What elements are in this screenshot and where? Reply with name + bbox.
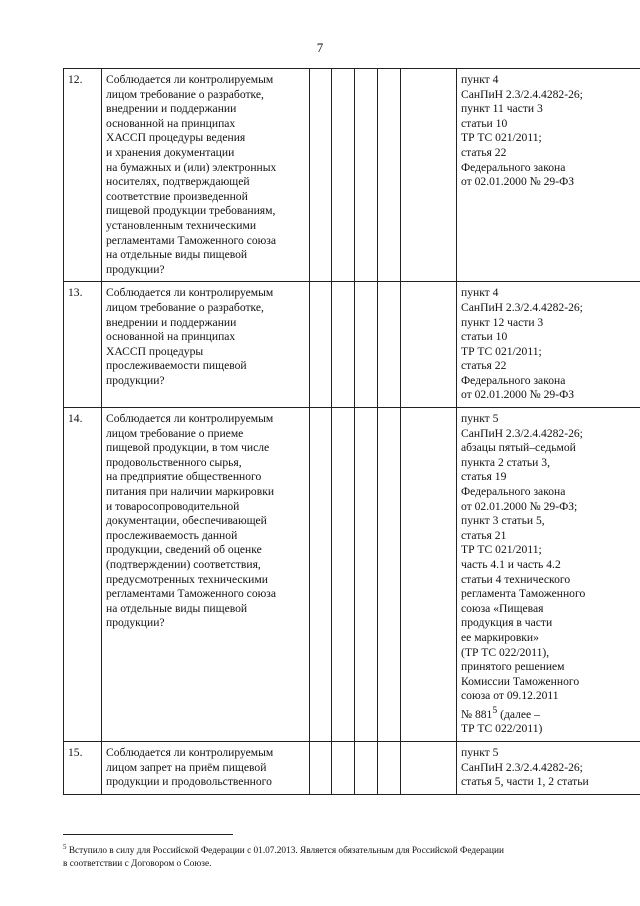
- reference-decision-number: № 881: [461, 707, 493, 721]
- row-number: 15.: [64, 741, 102, 794]
- row-number: 12.: [64, 69, 102, 282]
- legal-reference: пункт 5 СанПиН 2.3/2.4.4282-26; статья 5, части 1, 2 статьи: [457, 741, 640, 794]
- table-row: [64, 741, 640, 794]
- answer-cell-na[interactable]: [355, 741, 378, 794]
- requirement-question: Соблюдается ли контролируемым лицом требование о разработке, внедрении и поддержании основанной на принципах ХАССП процедуры ведения и хранения документации на бумажных и (или) электронных носителях, подтверждающей соответствие произведенной пищевой продукции требованиям, установленным техническими регламентами Таможенного союза на отдельные виды пищевой продукции?: [102, 69, 310, 282]
- row-number: 14.: [64, 408, 102, 742]
- footnote: [63, 841, 623, 871]
- requirement-question: Соблюдается ли контролируемым лицом запрет на приём пищевой продукции и продовольственного: [102, 741, 310, 794]
- answer-cell-extra[interactable]: [378, 282, 401, 408]
- footnote-marker: 5: [63, 843, 67, 851]
- answer-cell-extra[interactable]: [378, 741, 401, 794]
- answer-cell-no[interactable]: [332, 69, 355, 282]
- reference-tail: (далее – ТР ТС 022/2011): [461, 707, 543, 736]
- row-number: 13.: [64, 282, 102, 408]
- comment-cell[interactable]: [401, 741, 457, 794]
- footnote-divider: [63, 834, 233, 835]
- answer-cell-na[interactable]: [355, 282, 378, 408]
- footnote-text: Вступило в силу для Российской Федерации с 01.07.2013. Является обязательным для Российской Федерации в соответствии с Договором о Союзе.: [63, 846, 504, 870]
- answer-cell-na[interactable]: [355, 408, 378, 742]
- comment-cell[interactable]: [401, 408, 457, 742]
- answer-cell-yes[interactable]: [310, 408, 332, 742]
- requirement-question: Соблюдается ли контролируемым лицом требование о приеме пищевой продукции, в том числе продовольственного сырья, на предприятие общественного питания при наличии маркировки и товаросопроводительной документации, обеспечивающей прослеживаемость данной продукции, сведений об оценке (подтверждении) соответствия, предусмотренных техническими регламентами Таможенного союза на отдельные виды пищевой продукции?: [102, 408, 310, 742]
- legal-reference: пункт 4 СанПиН 2.3/2.4.4282-26; пункт 11 части 3 статьи 10 ТР ТС 021/2011; статья 22 Федерального закона от 02.01.2000 № 29-ФЗ: [457, 69, 640, 282]
- legal-reference: пункт 4 СанПиН 2.3/2.4.4282-26; пункт 12 части 3 статьи 10 ТР ТС 021/2011; статья 22 Федерального закона от 02.01.2000 № 29-ФЗ: [457, 282, 640, 408]
- footnote-marker: 5: [492, 704, 498, 716]
- answer-cell-yes[interactable]: [310, 741, 332, 794]
- answer-cell-no[interactable]: [332, 408, 355, 742]
- answer-cell-no[interactable]: [332, 282, 355, 408]
- comment-cell[interactable]: [401, 69, 457, 282]
- table-row: [64, 69, 640, 282]
- answer-cell-extra[interactable]: [378, 408, 401, 742]
- legal-reference: [457, 408, 640, 742]
- answer-cell-yes[interactable]: [310, 282, 332, 408]
- page-number: 7: [316, 40, 324, 55]
- answer-cell-no[interactable]: [332, 741, 355, 794]
- legal-reference-text: пункт 5 СанПиН 2.3/2.4.4282-26; абзацы пятый–седьмой пункта 2 статьи 3, статья 19 Федерального закона от 02.01.2000 № 29-ФЗ; пункт 3 статьи 5, статья 21 ТР ТС 021/2011; часть 4.1 и часть 4.2 статьи 4 технического регламента Таможенного союза «Пищевая продукция в части ее маркировки» (ТР ТС 022/2011), принятого решением Комиссии Таможенного союза от 09.12.2011: [461, 412, 586, 703]
- checklist-table: [63, 68, 640, 795]
- answer-cell-extra[interactable]: [378, 69, 401, 282]
- answer-cell-yes[interactable]: [310, 69, 332, 282]
- table-row: [64, 282, 640, 408]
- table-row: [64, 408, 640, 742]
- comment-cell[interactable]: [401, 282, 457, 408]
- requirement-question: Соблюдается ли контролируемым лицом требование о разработке, внедрении и поддержании основанной на принципах ХАССП процедуры прослеживаемости пищевой продукции?: [102, 282, 310, 408]
- answer-cell-na[interactable]: [355, 69, 378, 282]
